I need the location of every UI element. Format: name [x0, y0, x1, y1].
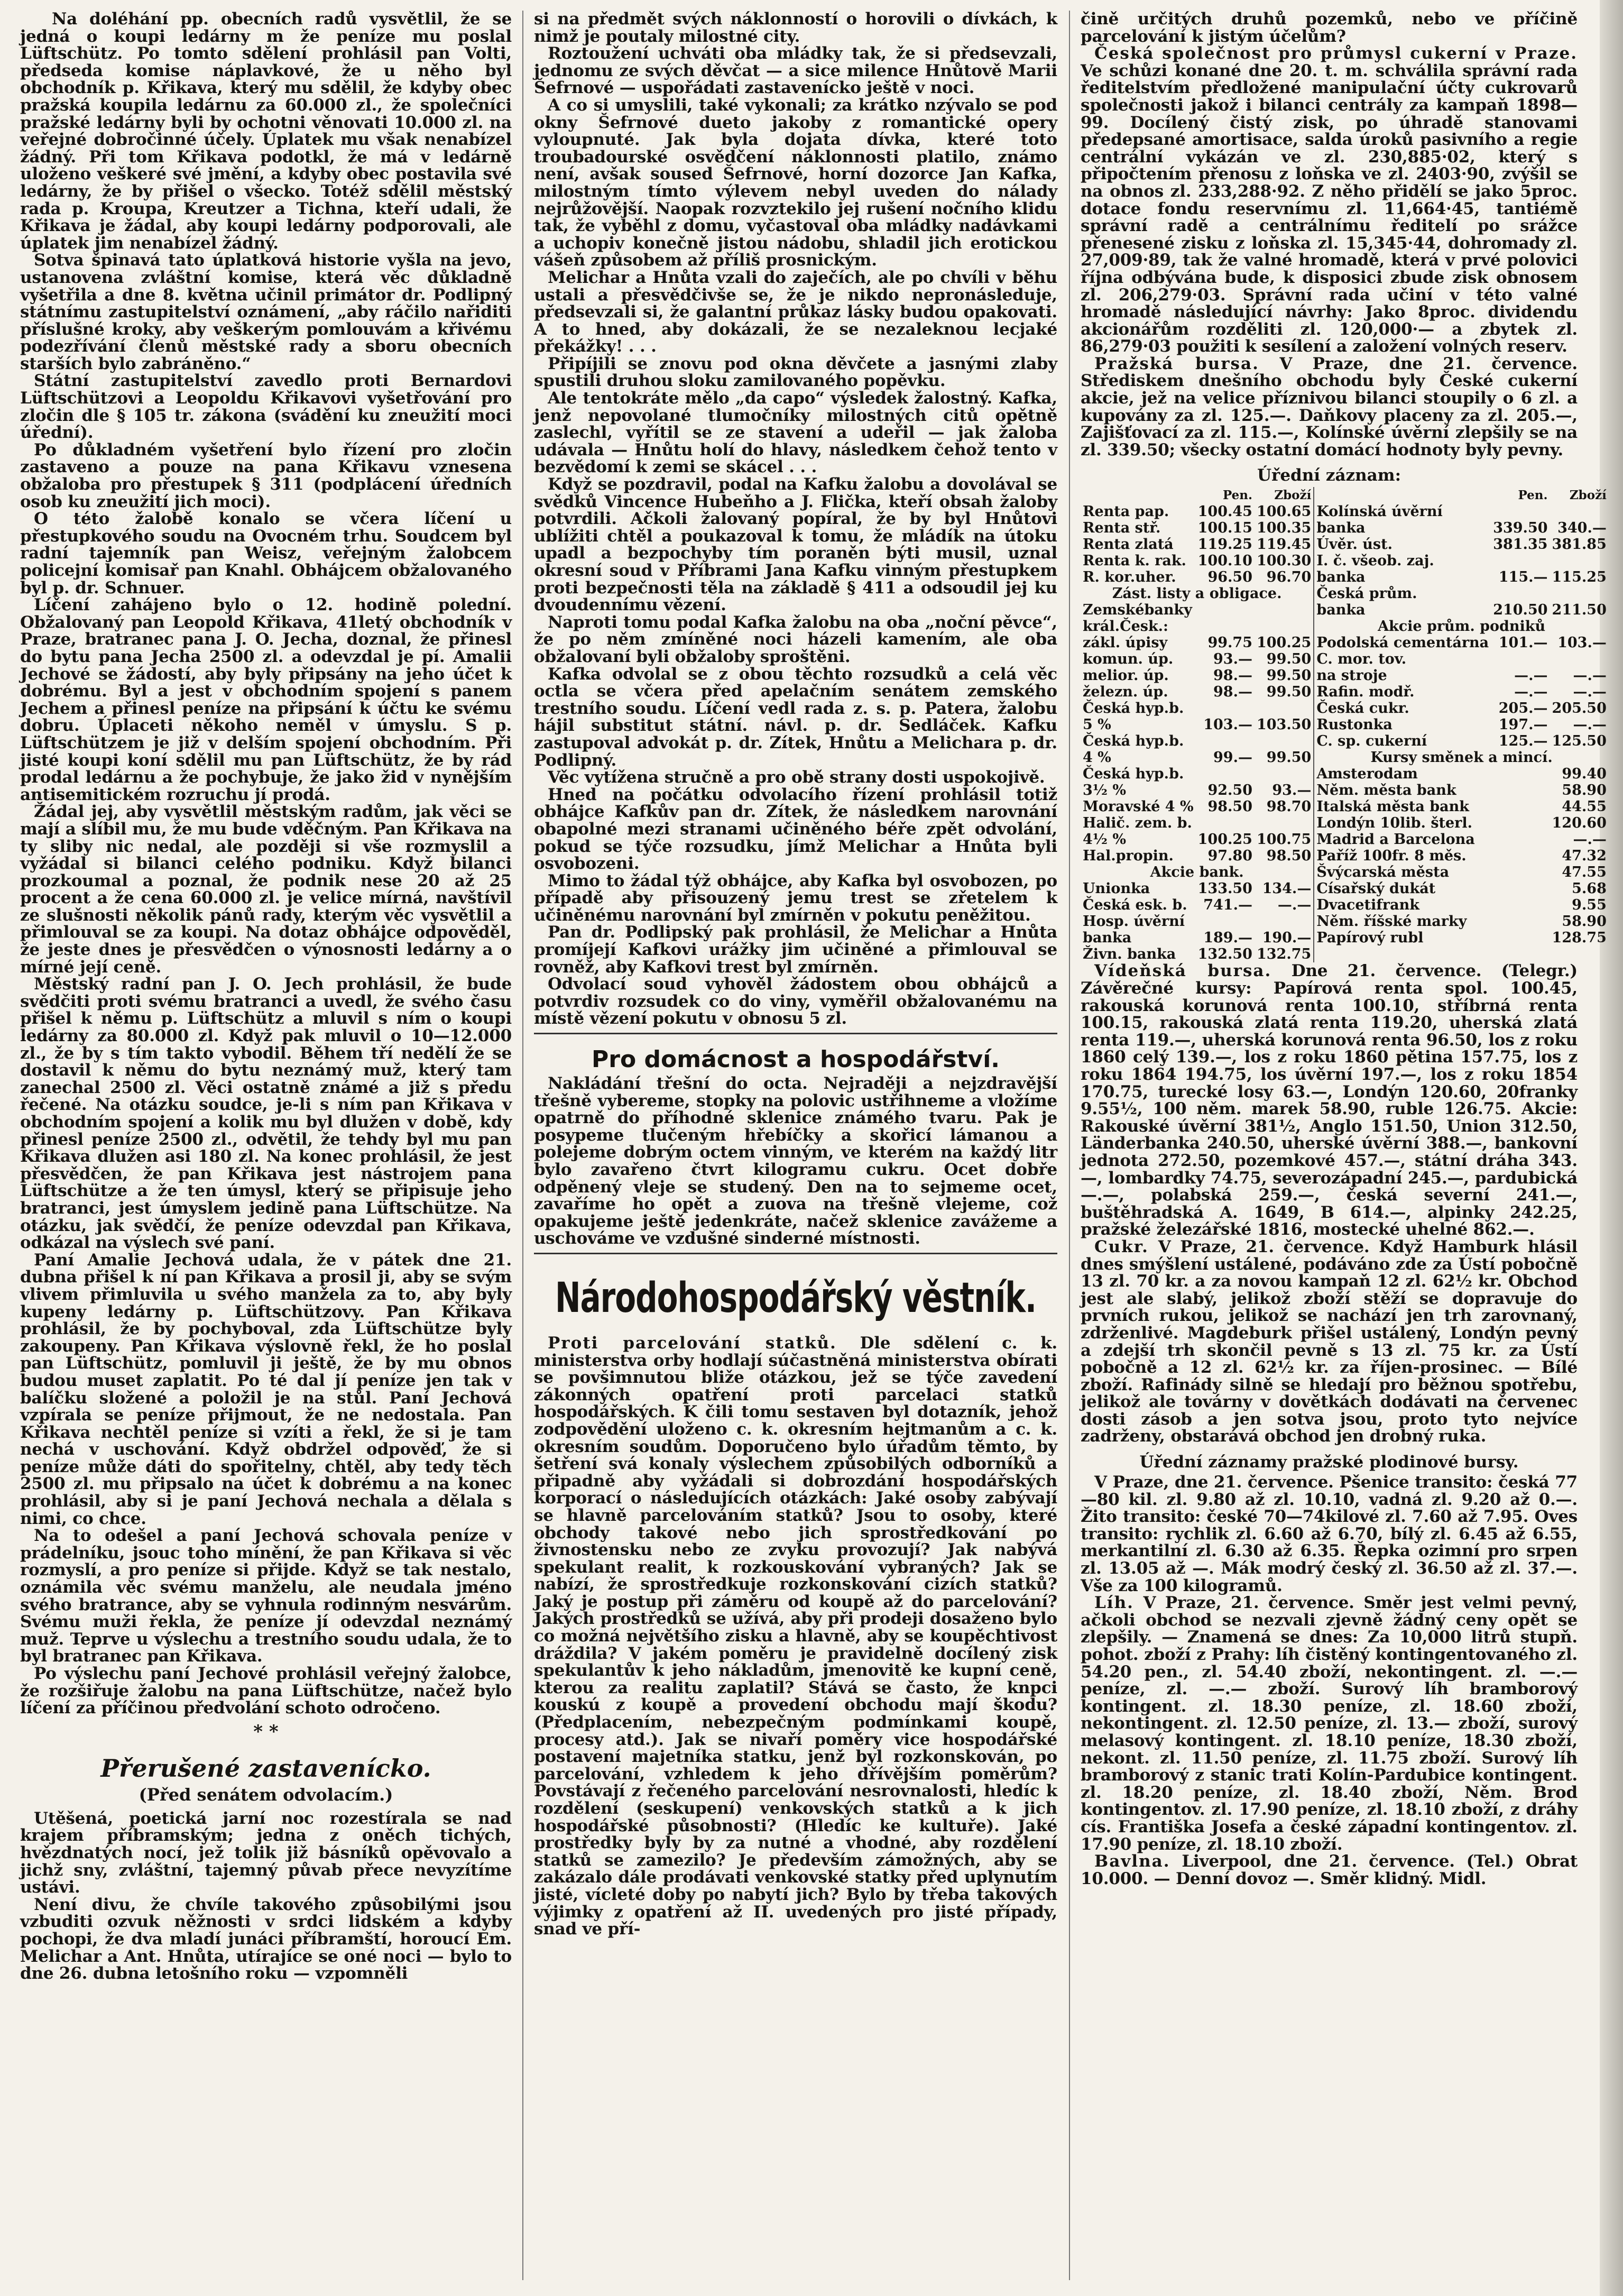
quotes-table-left	[1081, 487, 1313, 962]
quote-row	[1314, 651, 1609, 667]
article-paragraph: Odvolací soud vyhověl žádostem obou obhájců a potvrdiv rozsudek co do viny, vyměřil obžalovanému na místě vězení pokutu v obnosu 5 zl.	[534, 975, 1057, 1028]
quote-pen: 98.—	[1213, 684, 1252, 701]
quote-name: I. č. všeob. zaj.	[1316, 553, 1434, 570]
column-rule	[522, 11, 523, 2280]
article-paragraph: A co si umyslili, také vykonali; za krátko nzývalo se pod okny Šefrnové dueto jakoby z romantické opery vyloupnuté. Jak byla dojata dívka, které toto troubadourské osvědčení náklonnosti platilo, známo není, avšak soused Šefrnové, horní dozorce Jan Kafka, milostným tímto výlevem nebyl uveden do nálady nejrůžovější. Naopak rozvztekilo jej rušení nočního klidu tak, že vyběhl z domu, vyčastoval oba mládky nadávkami a uchopiv konečně jistou nádobu, shladil jich erotickou vášeň způsobem až příliš prosnickým.	[534, 95, 1057, 270]
quote-name: Hosp. úvěrní	[1083, 913, 1185, 930]
quote-name: R. kor.uher.	[1083, 569, 1176, 586]
quote-name: Papírový rubl	[1316, 930, 1424, 947]
quotes-section-label: Akcie prům. podniků	[1378, 618, 1546, 635]
quote-row	[1314, 503, 1609, 520]
quote-name: melior. úp.	[1083, 667, 1169, 684]
quote-pen: 339.50	[1493, 520, 1548, 537]
quote-zbozi: 340.—	[1557, 520, 1607, 537]
quote-row	[1314, 553, 1609, 569]
quote-name: Česká hyp.b.	[1083, 733, 1184, 750]
quote-name: Madrid a Barcelona	[1316, 831, 1475, 848]
quote-name: Něm. města bank	[1316, 782, 1456, 799]
quote-pen	[1491, 651, 1550, 667]
quotes-table-right	[1314, 487, 1609, 946]
quote-zbozi	[1550, 651, 1609, 667]
quote-zbozi: —.—	[1573, 717, 1607, 733]
quote-name: Italská města bank	[1316, 798, 1470, 815]
quote-zbozi: 99.50	[1266, 651, 1312, 668]
quote-name: komun. úp.	[1083, 651, 1174, 668]
article-paragraph: Na doléhání pp. obecních radů vysvětlil, že se jedná o koupi ledárny m že peníze mu poslal Lüftschütz. Po tomto sdělení prohlásil pan Volti, předseda komise náplavkové, že u něho byl obchodník p. Křikava, který mu sdělil, že kdyby obec pražská koupila ledárnu za 60.000 zl., že společníci pražské ledárny byli by ochotni věnovati 10.000 zl. na veřejné dobročinné účely. Úplatek mu však nenabízel žádný. Při tom Křikava podotkl, že má v ledárně uloženo veškeré své jmění, a kdyby obec postavila své ledárny, že by přišel o všecko. Totéž sdělil městský rada p. Kroupa, Kreutzer a Tichna, kteří udali, že Křikava je žádal, aby koupi ledárny podporovali, ale úplatek jim nenabízel žádný.	[20, 10, 512, 253]
section-separator: * *	[253, 1721, 279, 1742]
quotes-header-pen: Pen.	[1222, 488, 1252, 503]
quote-name: Zemskébanky	[1083, 602, 1192, 619]
quote-pen	[1491, 815, 1550, 831]
paragraph-heading: Pražská bursa.	[1094, 354, 1259, 373]
quote-zbozi: 99.40	[1562, 766, 1607, 783]
article-paragraph: Melichar a Hnůta vzali do zaječích, ale po chvíli v běhu ustali a přesvědčivše se, že je nikdo nepronásleduje, předsevzali si, že galantní průkaz lásky budou opakovati. A to hned, aby dokázali, že se nezaleknou lecjaké překážky! . . .	[534, 268, 1057, 356]
quote-row	[1081, 782, 1313, 798]
quote-pen	[1491, 585, 1550, 602]
article-paragraph: Připíjili se znovu pod okna děvčete a jasnými zlaby spustili druhou sloku zamilovaného popěvku.	[534, 354, 1057, 391]
quote-name: Paříž 100fr. 8 měs.	[1316, 848, 1467, 865]
quote-name: železn. úp.	[1083, 684, 1168, 701]
article-paragraph: Státní zastupitelství zavedlo proti Bernardovi Lüftschützovi a Leopoldu Křikavovi vyšetřování pro zločin dle § 105 tr. zákona (svádění ku zneužití moci úřední).	[20, 371, 512, 443]
quote-pen: 101.—	[1498, 635, 1548, 651]
quotes-header-zbozi: Zboží	[1274, 488, 1312, 503]
quote-row	[1081, 553, 1313, 569]
paragraph-heading: Vídeňská bursa.	[1094, 961, 1272, 981]
quote-pen: 98.—	[1213, 667, 1252, 684]
quote-name: král.Česk.:	[1083, 618, 1169, 635]
quote-row	[1314, 520, 1609, 536]
quote-zbozi: 119.45	[1256, 536, 1312, 553]
quote-zbozi: —.—	[1573, 667, 1607, 684]
quote-row	[1081, 897, 1313, 913]
quote-pen	[1491, 553, 1550, 569]
quote-zbozi: 125.50	[1552, 733, 1607, 750]
quote-row	[1081, 749, 1313, 766]
quote-row	[1081, 536, 1313, 553]
quote-row	[1081, 930, 1313, 946]
quote-row	[1314, 569, 1609, 585]
column-rule	[1069, 11, 1070, 2280]
paragraph-heading: Úřední záznamy pražské plodinové bursy.	[1139, 1453, 1519, 1472]
quote-zbozi: 134.—	[1262, 880, 1312, 897]
paragraph-heading: Líh.	[1094, 1593, 1134, 1613]
quote-row	[1081, 815, 1313, 831]
quote-zbozi	[1550, 503, 1609, 520]
quote-name: Renta stř.	[1083, 520, 1161, 537]
quote-pen: 133.50	[1197, 880, 1252, 897]
quote-pen: —.—	[1514, 684, 1548, 701]
quote-row	[1314, 930, 1609, 946]
quote-pen: 115.—	[1498, 569, 1548, 586]
quote-name: Švýcarská města	[1316, 864, 1450, 881]
quote-zbozi: 205.50	[1552, 700, 1607, 717]
quote-row	[1081, 651, 1313, 667]
quote-zbozi	[1255, 815, 1313, 831]
quote-pen: 99.75	[1207, 635, 1252, 651]
quote-zbozi: 381.85	[1552, 536, 1607, 553]
quote-zbozi: 100.35	[1256, 520, 1312, 537]
quote-name: Živn. banka	[1083, 946, 1176, 963]
quote-row	[1081, 700, 1313, 717]
article-paragraph: Roztoužení uchváti oba mládky tak, že si předsevzali, jednomu ze svých děvčat — a sice milence Hnůtově Marii Šefrnové — uspořádati zastavenícko ještě v noci.	[534, 44, 1057, 98]
quotes-section-label: Akcie bank.	[1150, 864, 1244, 881]
quote-name: Česká prům.	[1316, 585, 1417, 602]
divider	[534, 1253, 1057, 1254]
quote-zbozi	[1255, 733, 1313, 749]
paragraph-heading: Cukr.	[1094, 1237, 1149, 1256]
quote-name: Česká cukr.	[1316, 700, 1409, 717]
quote-zbozi: 128.75	[1552, 930, 1607, 947]
quote-name: Podolská cementárna	[1316, 635, 1489, 651]
quote-pen: 381.35	[1493, 536, 1548, 553]
article-paragraph: Městský radní pan J. O. Jech prohlásil, že bude svědčiti proti svému bratranci a uvedl, že svého času přišel k němu p. Lüftschütz a mluvil s ním o koupi ledárny za 80.000 zl. Když pak mluvil o 10—12.000 zl., že by s tím takto vybodil. Během tří nedělí že se dostavil k němu do bytu neznámý muž, který tam zanechal 2500 zl. Věci ostatně známé a již s předu řečené. Na otázku soudce, je-li s ním pan Křikava v obchodním spojení a kolik mu byl dlužen v době, kdy přinesl peníze 2500 zl., odvětil, že tehdy byl mu pan Křikava dlužen asi 180 zl. Na konec prohlásil, že jest přesvědčen, že pan Křikava jest nástrojem pana Lüftschütze a že ten úmysl, který se připisuje jeho bratranci, jest úmyslem jedině pana Lüftschütze. Na otázku, jak svědčí, že peníze odevzdal pan Křikava, odkázal na výslech své paní.	[20, 975, 512, 1253]
quote-zbozi: 98.50	[1266, 848, 1312, 865]
quote-pen: 96.50	[1207, 569, 1252, 586]
article-paragraph: V Praze, 21. července. Směr jest velmi pevný, ačkoli obchod se nezvali zjevně žádný ceny opět se zlepšily. — Znamená se dnes: Za 10,000 litrů stupň. pohot. zboží z Prahy: líh čistěný kontingentovaného zl. 54.20 pen., zl. 54.40 zboží, nekontingent. zl. —.— peníze, zl. —.— zboží. Surový líh bramborový kontingent. zl. 18.30 peníze, zl. 18.60 zboží, nekontingent. zl. 12.50 peníze, zl. 13.— zboží, surový melasový kontingent. zl. 18.10 peníze, 18.30 zboží, nekont. zl. 11.50 peníze, zl. 11.75 zboží. Surový líh bramborový z stanic trati Kolín-Pardubice kontingent. zl. 18.20 peníze, zl. 18.40 zboží, Něm. Brod kontingentov. zl. 17.90 peníze, zl. 18.10 zboží, z dráhy cís. Františka Josefa a české západní kontingentov. zl. 17.90 peníze, zl. 18.10 zboží.	[1081, 1593, 1578, 1854]
section-title: Přerušené zastavenícko.	[100, 1753, 431, 1783]
quote-zbozi: 211.50	[1552, 602, 1607, 619]
article-paragraph: Pan dr. Podlipský pak prohlásil, že Melichar a Hnůta promíjejí Kafkovi urážky jim učiněné a přimlouval se rovněž, aby Kafkovi trest byl zmírněn.	[534, 923, 1057, 977]
quote-row	[1314, 864, 1609, 880]
quote-row	[1314, 782, 1609, 798]
quote-name: C. mor. tov.	[1316, 651, 1407, 668]
quote-pen	[1491, 880, 1550, 897]
quote-pen: 100.45	[1197, 503, 1252, 520]
quote-pen	[1491, 897, 1550, 913]
article-paragraph: V Praze, dne 21. července. Střediskem dnešního obchodu byly České cukerní akcie, jež na velice příznivou bilanci stoupily o 6 zl. a kupovány za zl. 125.—. Daňkovy placeny za zl. 205.—, Zajišťovací za zl. 115.—, Kolínské úvěrní zlepšily se na zl. 339.50; všecky ostatní domácí hodnoty byly pevny.	[1081, 354, 1578, 460]
quote-name: 4½ %	[1083, 831, 1127, 848]
quote-row	[1081, 520, 1313, 536]
quote-pen: 125.—	[1498, 733, 1548, 750]
quote-name: banka	[1316, 520, 1366, 537]
section-title: Pro domácnost a hospodářství.	[592, 1046, 1000, 1073]
quote-row	[1081, 618, 1313, 635]
article-paragraph: Utěšená, poetická jarní noc rozestírala se nad krajem příbramským; jedna z oněch tichých, hvězdnatých nocí, jež tolik již básníků opěvovalo a jichž sny, zvláštní, tajemný půvab přece nevyzítíme ustávi.	[20, 1808, 512, 1897]
quote-zbozi: —.—	[1573, 831, 1607, 848]
quote-row	[1314, 733, 1609, 749]
quote-row	[1081, 766, 1313, 782]
quote-pen	[1491, 782, 1550, 798]
quote-name: zákl. úpisy	[1083, 635, 1168, 651]
article-paragraph: Dne 21. července. (Telegr.) Závěrečné kursy: Papírová renta spol. 100.45, rakouská korunová renta 100.10, stříbrná renta 100.15, rakouská zlatá renta 119.20, uherská zlatá renta 119.—, uherská korunová renta 96.50, los z roku 1860 celý 139.—, los z roku 1860 pětina 157.75, los z roku 1864 194.75, los úvěrní 197.—, los z roku 1854 170.75, turecké losy 63.—, Londýn 120.60, 20franky 9.55½, 100 něm. marek 58.90, ruble 126.75. Akcie: Rakouské úvěrní 381½, Anglo 151.50, Union 312.50, Länderbanka 240.50, uherské úvěrní 388.—, bankovní jednota 272.50, pozemkové 457.—, státní dráha 343.—, lombardky 74.75, severozápadní 245.—, pardubická —.—, polabská 259.—, česká severní 241.—, buštěhradská A. 1649, B 614.—, alpinky 242.25, pražské železářské 1816, mostecké uhelné 862.—.	[1081, 961, 1578, 1239]
quote-row	[1081, 848, 1313, 864]
column-middle	[534, 11, 1057, 2280]
paragraph-heading: Bavlna.	[1094, 1852, 1170, 1871]
quote-zbozi: 99.50	[1266, 667, 1312, 684]
quotes-title: Úřední záznam:	[1257, 466, 1401, 485]
quote-zbozi: 98.70	[1266, 798, 1312, 815]
quote-name: banka	[1316, 602, 1366, 619]
quote-name: Česká esk. b.	[1083, 897, 1187, 914]
quote-zbozi: 47.32	[1562, 848, 1607, 865]
quote-name: 4 %	[1083, 749, 1111, 766]
article-paragraph: Na to odešel a paní Jechová schovala peníze v prádelníku, jsouc toho mínění, že pan Křikava si věc rozmyslí, a pro peníze si přijde. Když se tak nestalo, oznámila věc svému manželu, ale neudala jméno svého bratrance, aby se vyhnula rodinným nesvárům. Svému muži řekla, že peníze jí odevzdal neznámý muž. Teprve u výslechu a trestního soudu udala, že to byl bratranec pan Křikava.	[20, 1526, 512, 1666]
quote-name: Unionka	[1083, 880, 1150, 897]
quote-pen: 205.—	[1498, 700, 1548, 717]
article-paragraph: Dle sdělení c. k. ministerstva orby hodlají súčastněná ministerstva obírati se povšimnutou bliže otázkou, jež se týče zavedení zákonných opatření proti parcelaci statků hospodářských. K čili tomu sestaven byl dotazník, jehož zodpovědění uloženo c. k. okresním hejtmanům a c. k. okresním soudům. Doporučeno bylo úřadům těmto, by šetření svá konaly výslechem způsobilých odborníků a připadně aby vyžádali si dobrozdání hospodářských korporací o následujících otázkách: Jaké osoby zabývají se hlavně parcelováním statků? Jsou to osoby, které obchody takové nebo jich sprostředkování po živnostensku nebo ze zvyku provozují? Jak nabývá spekulant realit, k rozkouskování vybraných? Jak se nabízí, že sprostředkuje rozkonskování cizích statků? Jaký je postup při záměru od koupě až do parcelování? Jakých prostředků se užívá, aby při prodeji dosaženo bylo co možná největšího zisku a hlavně, aby se koupěchtivost dráždila? V jakém poměru je pravidelně docílený zisk spekulantův k jeho nákladům, jmenovitě ke kupní ceně, kterou za realitu zaplatil? Stává se často, že knpci kouskú z koupě a provedení obchodu mají škodu? (Předplacením, nebezpečným podmínkami koupě, procesy atd.). Jak se nivaří poměry vice hospodářské postavení majetníka statku, jenž byl rozkonskován, po parcelování, vzhledem k jeho dřívějším poměrům? Povstávají z řečeného parcelování nesrovnalosti, hledíc k rozdělení (seskupení) venkovských statků a k jich hospodářské působnosti? (Hledíc ke kultuře). Jaké prostředky byly by za nutné a vhodné, aby rozdělení statků se zamezilo? Je především zámožných, aby se zakázalo dále prodávati venkovské statky před uplynutím jisté, vícleté doby po nabytí jich? Bylo by třeba takových výjimky z opatření až II. uvedených pro jisté případy, snad ve pří-	[534, 1333, 1057, 1939]
article-paragraph: si na předmět svých náklonností o horovili o dívkách, k nimž je poutaly milostné city.	[534, 10, 1057, 46]
quote-row	[1314, 766, 1609, 782]
quote-pen: 119.25	[1197, 536, 1252, 553]
quotes-section-label: Zást. listy a obligace.	[1112, 585, 1282, 602]
quote-pen: 97.80	[1207, 848, 1252, 865]
quote-zbozi: 5.68	[1572, 880, 1607, 897]
quote-name: C. sp. cukerní	[1316, 733, 1427, 750]
quote-pen	[1196, 733, 1255, 749]
quote-zbozi: —.—	[1277, 897, 1312, 914]
article-paragraph: Líčení zahájeno bylo o 12. hodině polední. Obžalovaný pan Leopold Křikava, 41letý obchodník v Praze, bratranec pana J. O. Jecha, doznal, že přinesl do bytu pana Jecha 2500 zl. a odevzdal je pí. Amalii Jechové se žádostí, aby byly připsány na jeho účet k dobrému. Byl a jest v obchodním spojení s panem Jechem a přinesl peníze na připsání k účtu ke svému dobru. Úplaceti někoho neměl v úmyslu. S p. Lüftschützem je již v delším spojení obchodním. Při jisté koupi koní sdělil mu pan Lüftschütz, že by rád prodal ledárnu a že pochybuje, že jako žid v nynějším antisemitickém rozruchu jí prodá.	[20, 595, 512, 804]
quote-pen: 103.—	[1203, 717, 1252, 733]
quote-row	[1081, 831, 1313, 848]
quote-pen: 741.—	[1203, 897, 1252, 914]
quote-zbozi: 100.75	[1256, 831, 1312, 848]
article-paragraph: Když se pozdravil, podal na Kafku žalobu a dovolával se svědků Vincence Hubeňho a J. Flička, kteří obsah žaloby potvrdili. Ačkoli žalovaný popíral, že by byl Hnůtovi ublížiti chtěl a poukazoval k tomu, že mládík na útoku upadl a bezpochyby tím poraněn býti musil, uznal okresní soud v Příbrami Jana Kafku vinným přestupkem proti bezpečnosti těla na základě § 411 a odsoudil jej ku dvoudennímu vězení.	[534, 475, 1057, 615]
quote-zbozi	[1255, 602, 1313, 618]
quote-name: na stroje	[1316, 667, 1387, 684]
quote-row	[1314, 717, 1609, 733]
quote-zbozi: 99.50	[1266, 749, 1312, 766]
quote-zbozi: 100.25	[1256, 635, 1312, 651]
quote-row	[1081, 602, 1313, 618]
article-paragraph: Hned na počátku odvolacího řízení prohlásil totiž obhájce Kafkův pan dr. Zítek, že následkem narovnání obapolné mezi stranami učiněného béře zpět odvolání, pokud se týče rozsudku, jímž Melichar a Hnůta byli osvobozeni.	[534, 785, 1057, 874]
article-paragraph: V Praze, 21. července. Když Hamburk hlásil dnes smýšlení ustálené, podáváno zde za Ústí pobočně 13 zl. 70 kr. a za novou kampaň 12 zl. 62½ kr. Obchod jest ale slabý, jelikož zboží stěží se dopravuje do prvních rukou, jelikož se nachází jen trh zarovnaný, zdrženlivé. Magdeburk přišel ustálený, Londýn pevný a zdejší trh skončil pevně s 13 zl. 75 kr. za Ústí pobočně a 12 zl. 62½ kr. za říjen-prosinec. — Bílé zboží. Rafinády silně se hledají pro běžnou spotřebu, jelikož ale továrny v dovětkách dodávati na červenec dosti zásob a jen sotva jsou, proto tyto nejvíce zadrženy, obstarává obchod jen drobný ruka.	[1081, 1237, 1578, 1446]
quote-pen: 197.—	[1498, 717, 1548, 733]
quotes-header-zbozi: Zboží	[1569, 488, 1607, 503]
quote-pen: 100.10	[1197, 553, 1252, 570]
quote-pen	[1491, 503, 1550, 520]
quote-pen	[1196, 913, 1255, 930]
quote-row	[1314, 700, 1609, 717]
article-paragraph: Žádal jej, aby vysvětlil městským radům, jak věci se mají a slíbil mu, že mu bude vděčným. Pan Křikava na ty sliby nic nedal, ale později si vše rozmyslil a vyžádal si bilanci celého podniku. Když bilanci prozkoumal a poznal, že podnik nese 20 až 25 procent a že cena 60.000 zl. je velice mírná, navštívil ze slušnosti několik pánů rady, kterým věc vysvětlil a přimlouval se za koupi. Na dotaz obhájce odpověděl, že jeste dnes je přesvědčen o výnosnosti ledárny a o mírné její ceně.	[20, 802, 512, 977]
quote-zbozi	[1255, 913, 1313, 930]
quote-pen: 98.50	[1207, 798, 1252, 815]
quote-zbozi	[1255, 766, 1313, 782]
quote-pen	[1491, 798, 1550, 815]
article-paragraph: Není divu, že chvíle takového způsobilými jsou vzbuditi ozvuk něžnosti v srdci lidském a kdyby pochopi, že dva mladí junáci příbramští, horoucí Em. Melichar a Ant. Hnůta, utírajíce se oné noci — bylo to dne 26. dubna letošního roku — vzpomněli	[20, 1895, 512, 1983]
quote-zbozi: 190.—	[1262, 930, 1312, 947]
quote-pen: 92.50	[1207, 782, 1252, 799]
quote-name: Renta zlatá	[1083, 536, 1174, 553]
quote-row	[1081, 717, 1313, 733]
quote-row	[1314, 635, 1609, 651]
quote-pen	[1491, 913, 1550, 930]
article-paragraph: Liverpool, dne 21. července. (Tel.) Obrat 10.000. — Denní dovoz —. Směr klidný. Midl.	[1081, 1852, 1578, 1888]
quote-pen: 132.50	[1197, 946, 1252, 963]
quote-zbozi: 99.50	[1266, 684, 1312, 701]
quote-zbozi: 58.90	[1562, 782, 1607, 799]
quote-pen: —.—	[1514, 667, 1548, 684]
quote-row	[1314, 913, 1609, 930]
quote-row	[1314, 798, 1609, 815]
quote-name: Amsterodam	[1316, 766, 1418, 783]
quote-name: 3½ %	[1083, 782, 1127, 799]
quote-pen: 100.15	[1197, 520, 1252, 537]
quote-pen	[1196, 815, 1255, 831]
quote-name: Moravské 4 %	[1083, 798, 1194, 815]
quote-pen	[1491, 848, 1550, 864]
quote-pen: 189.—	[1203, 930, 1252, 947]
quote-row	[1081, 667, 1313, 684]
quote-zbozi: 44.55	[1562, 798, 1607, 815]
quote-name: Česká hyp.b.	[1083, 766, 1184, 783]
quote-name: Rafin. modř.	[1316, 684, 1415, 701]
quote-pen	[1196, 618, 1255, 635]
quote-row	[1081, 684, 1313, 700]
section-subtitle: (Před senátem odvolacím.)	[139, 1784, 393, 1805]
quote-row	[1314, 684, 1609, 700]
quote-pen	[1196, 766, 1255, 782]
quote-name: Něm. říšské marky	[1316, 913, 1467, 930]
quote-pen: 99.—	[1213, 749, 1252, 766]
article-paragraph: V Praze, dne 21. července. Pšenice transito: česká 77—80 kil. zl. 9.80 až zl. 10.10, vadná zl. 9.20 až 0.—. Žito transito: české 70—74kilové zl. 7.60 až 7.95. Oves transito: rychlik zl. 6.60 až 6.70, bílý zl. 6.45 až 6.55, merkantilní zl. 6.30 až 6.35. Řepka ozimní pro srpen zl. 13.05 až —. Mák modrý český zl. 36.50 až zl. 37.—. Vše za 100 kilogramů.	[1081, 1473, 1578, 1595]
quote-zbozi: 100.65	[1256, 503, 1312, 520]
quote-name: Renta pap.	[1083, 503, 1169, 520]
section-masthead: Národohospodářský věstník.	[555, 1273, 1037, 1322]
quote-name: Rustonka	[1316, 717, 1393, 733]
quote-row	[1314, 880, 1609, 897]
quote-row	[1081, 946, 1313, 962]
quote-pen: 100.25	[1197, 831, 1252, 848]
quote-pen: 93.—	[1213, 651, 1252, 668]
quote-zbozi: 115.25	[1552, 569, 1607, 586]
quote-zbozi: 120.60	[1552, 815, 1607, 832]
quote-name: Úvěr. úst.	[1316, 536, 1393, 553]
quote-row	[1314, 536, 1609, 553]
quote-name: Halič. zem. b.	[1083, 815, 1192, 832]
quote-zbozi: 132.75	[1256, 946, 1312, 963]
article-paragraph: Po důkladném vyšetření bylo řízení pro zločin zastaveno a pouze na pana Křikavu vznesena obžaloba pro přestupek § 311 (podplácení úředních osob ku zneužití jich moci).	[20, 440, 512, 511]
quote-name: Dvacetifrank	[1316, 897, 1419, 914]
quotes-section-label: Kursy směnek a mincí.	[1370, 749, 1553, 766]
quote-row	[1081, 503, 1313, 520]
article-paragraph: Naproti tomu podal Kafka žalobu na oba „noční pěvce“, že po něm zmíněné noci házeli kamením, ale oba obžalovaní byli obžaloby sproštěni.	[534, 612, 1057, 666]
divider	[534, 1033, 1057, 1034]
article-paragraph: O této žalobě konalo se včera líčení u přestupkového soudu na Ovocném trhu. Soudcem byl radní tajemník pan Weisz, veřejným žalobcem policejní komisař pan Knahl. Obhájcem obžalovaného byl p. dr. Schnuer.	[20, 509, 512, 598]
quote-zbozi: 93.—	[1272, 782, 1312, 799]
quote-zbozi: 96.70	[1266, 569, 1312, 586]
article-paragraph: čině určitých druhů pozemků, nebo ve příčině parcelování k jistým účelům?	[1081, 10, 1578, 46]
quote-row	[1314, 897, 1609, 913]
quote-row	[1314, 585, 1609, 602]
quote-zbozi	[1255, 618, 1313, 635]
quote-row	[1081, 880, 1313, 897]
article-paragraph: Ve schůzi konané dne 20. t. m. schválila správní rada ředitelstvím předložené manipulační účty cukrovarů společnosti jakož i bilanci centrály za kampaň 1898—99. Docílený čistý zisk, po úhradě stanovami předepsané amortisace, salda úroků pasivního a regie centrální vykázán ve zl. 230,885·02, který s připočtením přenosu z loňska ve zl. 2403·90, zvýšil se na obnos zl. 233,288·92. Z něho přidělí se jako 5proc. dotace fondu reservnímu zl. 11,664·45, tantiémě správní radě a centrálnímu ředitelí po srážce přenesené zisku z loňska zl. 15,345·44, dohromady zl. 27,009·89, tak že valné hromadě, která v prvé polovici října odbývána bude, k disposici zbude zisk obnosem zl. 206,279·03. Správní rada učiní v této valné hromadě následující návrhy: Jako 8proc. dividendu akcionářům rozděliti zl. 120,000·— a zbytek zl. 86,279·03 použiti k sesílení a založení volných reserv.	[1081, 61, 1578, 356]
quote-row	[1081, 635, 1313, 651]
quote-pen	[1491, 766, 1550, 782]
quote-name: Hal.propin.	[1083, 848, 1174, 865]
column-left	[20, 11, 512, 2280]
quote-name: Kolínská úvěrní	[1316, 503, 1443, 520]
quote-zbozi	[1550, 585, 1609, 602]
quote-pen	[1196, 602, 1255, 618]
article-paragraph: Paní Amalie Jechová udala, že v pátek dne 21. dubna přišel k ní pan Křikava a prosil ji, aby se svým vlivem přimluvila u svého manžela za to, aby byly kupeny ledárny p. Lüftschützovy. Pan Křikava prohlásil, že by pochyboval, zda Lüftschütze byly zakoupeny. Pan Křikava výslovně řekl, že ho poslal pan Lüftschütz, pomluvil ji ještě, že by mu obnos budou muset zaplatit. Po té dal jí peníze jen tak v balíčku složené a položil je na stůl. Paní Jechová vzpírala se peníze přijmout, že ne nedostala. Pan Křikava nechtěl peníze si vzíti a řekl, že si je tam nechá v uschování. Když obdržel odpověď, že si peníze může dáti do spořitelny, chtěl, aby tedy těch 2500 zl. mu připsalo na účet k dobrému a na konec prohlásil, aby si je paní Jechová nechala a dělala s nimi, co chce.	[20, 1250, 512, 1528]
quote-row	[1314, 831, 1609, 848]
quote-zbozi: —.—	[1573, 684, 1607, 701]
quote-row	[1081, 798, 1313, 815]
quote-row	[1314, 815, 1609, 831]
quote-row	[1314, 667, 1609, 684]
quote-zbozi	[1255, 700, 1313, 717]
quote-zbozi: 58.90	[1562, 913, 1607, 930]
quote-row	[1081, 569, 1313, 585]
quote-row	[1314, 848, 1609, 864]
page-edge	[1600, 0, 1623, 2296]
quote-name: banka	[1316, 569, 1366, 586]
quote-zbozi: 103.—	[1557, 635, 1607, 651]
quote-pen	[1491, 930, 1550, 946]
quote-row	[1081, 913, 1313, 930]
quote-pen	[1196, 700, 1255, 717]
article-paragraph: Sotva špinavá tato úplatková historie vyšla na jevo, ustanovena zvláštní komise, která věc důkladně vyšetřila a dne 8. května učinil primátor dr. Podlipný státnímu zastupitelství oznámení, „aby ráčilo nařiditi příslušné kroky, aby veškerým pomlouvám a křivému podezřívání členů městské rady a sboru obecních starších bylo zabráněno.“	[20, 251, 512, 373]
article-paragraph: Kafka odvolal se z obou těchto rozsudků a celá věc octla se včera před apelačním senátem zemského trestního soudu. Líčení vedl rada z. s. p. Patera, žalobu hájil substitut státní. návl. p. dr. Sedláček. Kafku zastupoval advokát p. dr. Zítek, Hnůtu a Melichara p. dr. Podlipný.	[534, 664, 1057, 770]
quote-zbozi: 47.55	[1562, 864, 1607, 881]
article-paragraph: Po výslechu paní Jechové prohlásil veřejný žalobce, že rozšiřuje žalobu na pana Lüftschütze, načež bylo líčení za příčinou předvolání schoto odročeno.	[20, 1664, 512, 1718]
article-paragraph: Mimo to žádal týž obhájce, aby Kafka byl osvobozen, po případě aby přisouzený jemu trest se zřetelem k učiněnému narovnání byl zmírněn v pokutu peněžitou.	[534, 871, 1057, 925]
quote-pen	[1491, 864, 1550, 880]
paragraph-heading: Česká společnost pro průmysl cukerní v Praze.	[1094, 44, 1578, 63]
article-paragraph: Nakládání třešní do octa. Nejraději a nejzdravější třešně vybereme, stopky na polovic ustřihneme a vložíme opatrně do příhodné sklenice známého tvaru. Pak je posypeme tlučeným hřebíčky a skořicí lámanou a polejeme dobrým octem vinným, ve kterém na každý litr bylo zavařeno čtvrt kilogramu cukru. Ocet dobře odpěnený vleje se studený. Den na to sejmeme ocet, zavaříme ho opět a zuova na třešně vlejeme, což opakujeme ještě jedenkráte, načež sklenice zavážeme a uschováme ve vzdušné sinderné místnosti.	[534, 1074, 1057, 1248]
quote-name: Renta k. rak.	[1083, 553, 1186, 570]
quote-zbozi: 103.50	[1256, 717, 1312, 733]
quote-name: 5 %	[1083, 717, 1111, 733]
article-paragraph: Věc vytížena stručně a pro obě strany dosti uspokojivě.	[548, 768, 1045, 787]
quotes-table	[1081, 487, 1609, 962]
article-paragraph: Ale tentokráte mělo „da capo“ výsledek žalostný. Kafka, jenž nepovolané tlumočníky milostných citů opětně zaslechl, vyřítil se ze stavení a udeřil — jak žaloba udávala — Hnůtu holí do hlavy, následkem čehož tento v bezvědomí k zemi se skácel . . .	[534, 389, 1057, 477]
quote-name: banka	[1083, 930, 1132, 947]
quote-name: Česká hyp.b.	[1083, 700, 1184, 717]
column-right	[1081, 10, 1607, 2280]
quote-row	[1314, 602, 1609, 618]
quote-zbozi: 100.30	[1256, 553, 1312, 570]
paragraph-heading: Proti parcelování statků.	[548, 1333, 837, 1353]
quote-zbozi	[1550, 553, 1609, 569]
quote-name: Císařský dukát	[1316, 880, 1436, 897]
quote-zbozi: 9.55	[1572, 897, 1607, 914]
quotes-header-pen: Pen.	[1518, 488, 1548, 503]
quote-name: Londýn 10lib. šterl.	[1316, 815, 1473, 832]
quote-row	[1081, 733, 1313, 749]
quote-pen: 210.50	[1493, 602, 1548, 619]
quote-pen	[1491, 831, 1550, 848]
